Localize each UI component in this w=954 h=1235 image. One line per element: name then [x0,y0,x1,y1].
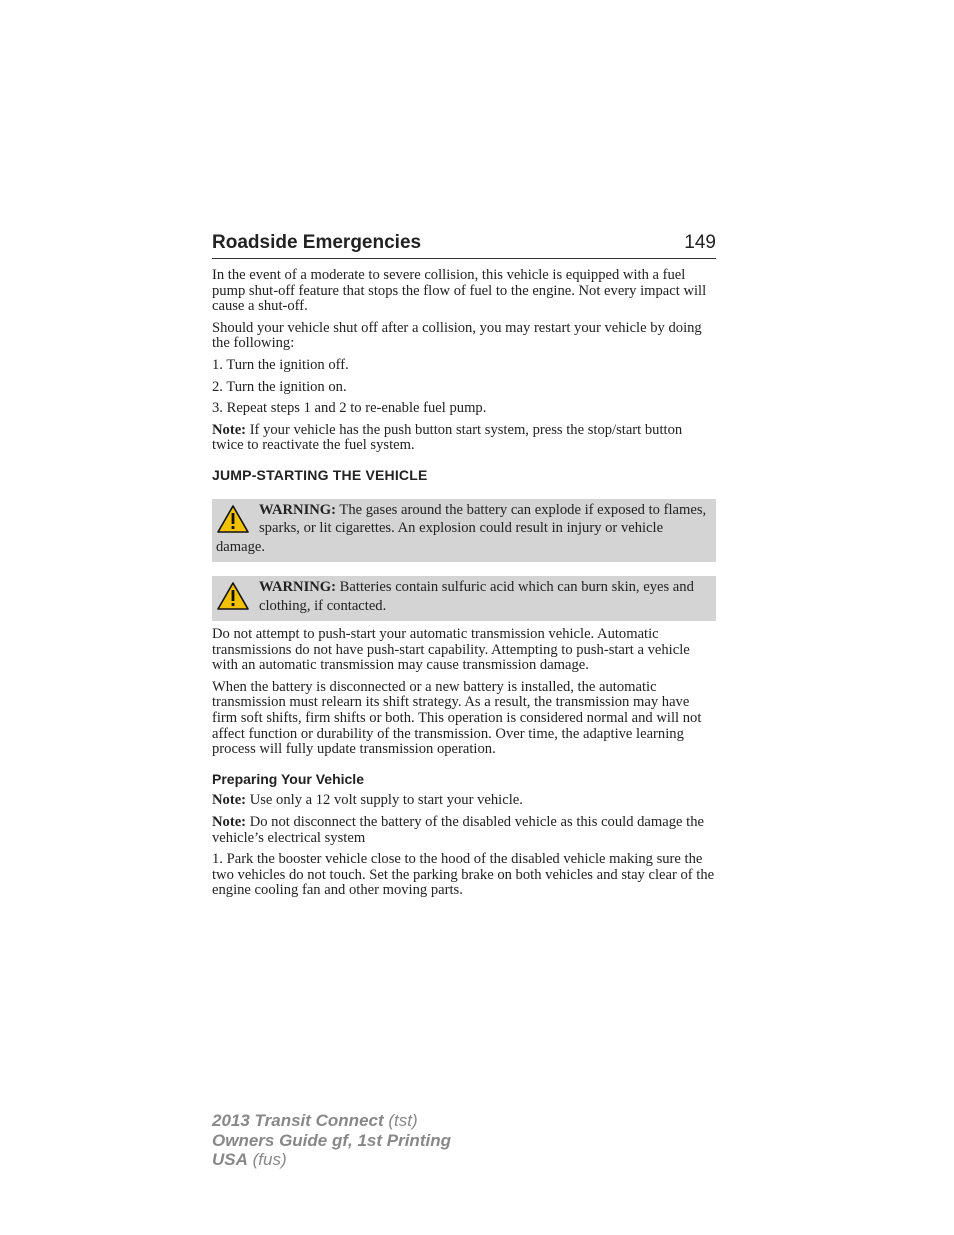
warning-box-explosion [212,499,716,563]
footer-guide: Owners Guide gf, 1st Printing [212,1130,451,1150]
footer-model-code: (tst) [383,1111,418,1130]
intro-paragraph-2: Should your vehicle shut off after a collision, you may restart your vehicle by doing the following: [212,319,702,352]
battery-relearn-paragraph: When the battery is disconnected or a new battery is installed, the automatic transmission must relearn its shift strategy. As a result, the transmission may have firm soft shifts, firm shifts or both. This operation is considered normal and will not affect function or durability of the transmission. Over time, the adaptive learning process will fully update transmission operation. [212,678,702,758]
subsection-heading-preparing: Preparing Your Vehicle [212,770,364,787]
step-3: 3. Repeat steps 1 and 2 to re-enable fuel pump. [212,400,487,417]
footer-line-1 [212,1111,451,1131]
section-heading-jump-starting: JUMP-STARTING THE VEHICLE [212,466,428,483]
footer-model: 2013 Transit Connect [212,1111,384,1130]
note-text: If your vehicle has the push button start system, press the stop/start button twice to reactivate the fuel system. [212,421,683,454]
step-2: 2. Turn the ignition on. [212,378,347,395]
footer-line-2 [212,1131,451,1151]
warning-triangle-icon [216,504,250,534]
warning-label: WARNING: [259,579,337,596]
warning-text: The gases around the battery can explode if exposed to flames, sparks, or lit cigarettes. An explosion could result in injury or vehicle damage. [216,501,707,555]
page-content [212,228,716,899]
main-text [212,268,716,899]
warning-box-acid [212,576,716,621]
warning-label: WARNING: [259,501,337,518]
prep-step-1: 1. Park the booster vehicle close to the hood of the disabled vehicle making sure the two vehicles do not touch. Set the parking brake on both vehicles and stay clear of the engine cooling fan and other moving parts. [212,851,715,899]
note-text: Use only a 12 volt supply to start your vehicle. [246,792,523,809]
note-12-volt [212,793,716,809]
note-text: Do not disconnect the battery of the disabled vehicle as this could damage the vehicle’s electrical system [212,813,704,846]
footer-line-3 [212,1150,451,1170]
page-footer [212,1111,451,1170]
push-start-paragraph: Do not attempt to push-start your automatic transmission vehicle. Automatic transmissions do not have push-start capability. Attempting to push-start a vehicle with an automatic transmission may cause transmission damage. [212,626,690,674]
note-label: Note: [212,813,247,830]
page-header [212,228,716,259]
note-label: Note: [212,421,247,438]
step-1: 1. Turn the ignition off. [212,356,349,373]
warning-triangle-icon [216,581,250,611]
page-number: 149 [684,232,716,253]
footer-market-code: (fus) [247,1150,287,1169]
note-disconnect [212,815,716,846]
page-title: Roadside Emergencies [212,232,422,253]
intro-paragraph-1: In the event of a moderate to severe collision, this vehicle is equipped with a fuel pump shut-off feature that stops the flow of fuel to the engine. Not every impact will cause a shut-off. [212,267,707,315]
footer-market: USA [212,1150,248,1169]
warning-text: Batteries contain sulfuric acid which can burn skin, eyes and clothing, if contacted. [259,579,694,614]
note-label: Note: [212,792,247,809]
note-paragraph [212,423,716,454]
